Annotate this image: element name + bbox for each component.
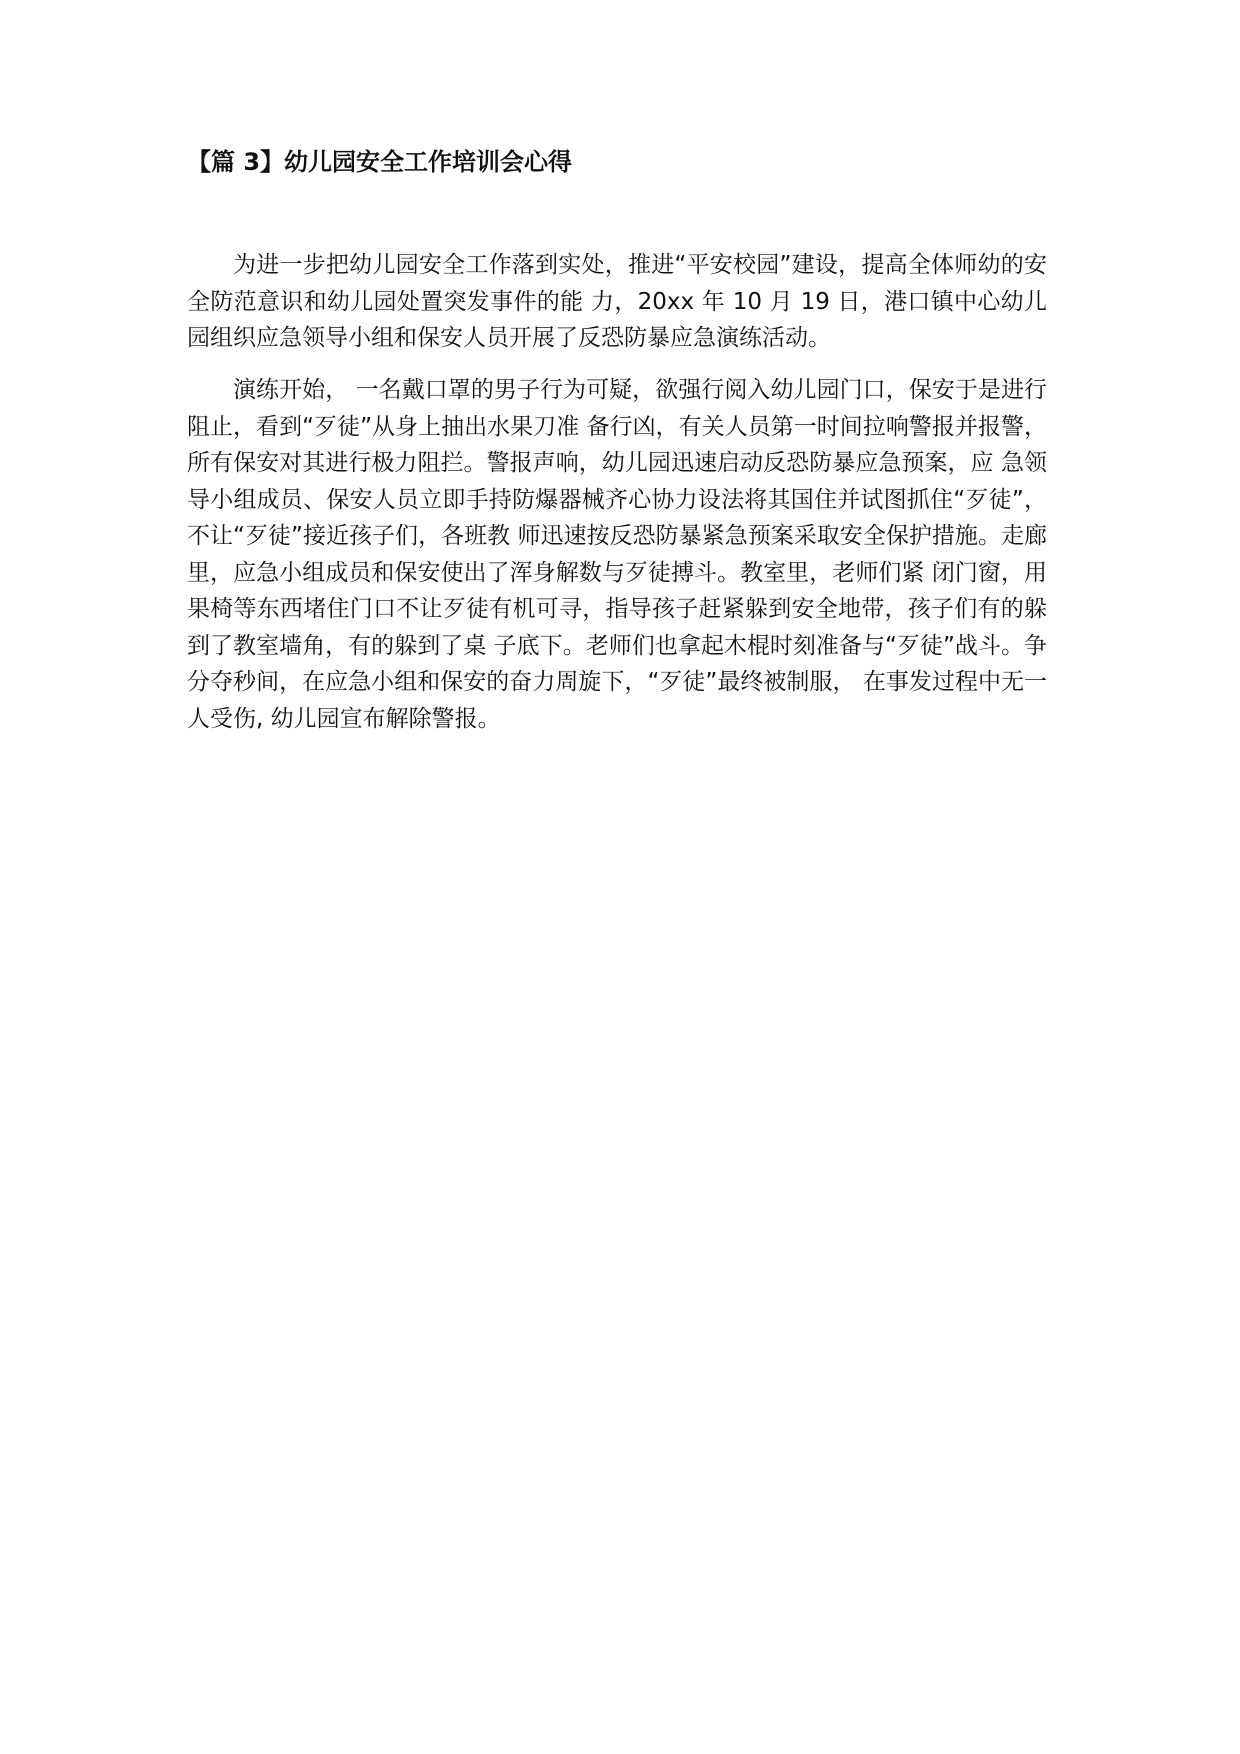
paragraph-drill: 演练开始， 一名戴口罩的男子行为可疑，欲强行阅入幼儿园门口，保安于是进行阻止，看到“歹徒”从身上抽出水果刀准 备行凶，有关人员第一时间拉响警报并报警，所有保安对其进行极力阻拦。警报声响，幼儿园迅速启动反恐防暴应急预案，应 急领导小组成员、保安人员立即手持防爆器械齐心协力设法将其国住并试图抓住“歹徒”，不让“歹徒”接近孩子们，各班教 师迅速按反恐防暴紧急预案采取安全保护措施。走廊里，应急小组成员和保安使出了浑身解数与歹徒搏斗。教室里，老师们紧 闭门窗，用果椅等东西堵住门口不让歹徒有机可寻，指导孩子赶紧躲到安全地带，孩子们有的躲到了教室墙角，有的躲到了桌 子底下。老师们也拿起木棍时刻准备与“歹徒”战斗。争分夺秒间，在应急小组和保安的奋力周旋下，“歹徒”最终被制服， 在事发过程中无一人受伤, 幼儿园宣布解除警报。	[187, 377, 1047, 732]
document-title: 【篇 3】幼儿园安全工作培训会心得	[187, 148, 573, 176]
paragraph-intro: 为进一步把幼儿园安全工作落到实处，推进“平安校园”建设，提高全体师幼的安全防范意识和幼儿园处置突发事件的能 力，20xx 年 10 月 19 日，港口镇中心幼儿园组织应急领导小组和保安人员开展了反恐防暴应急演练活动。	[187, 252, 1047, 351]
